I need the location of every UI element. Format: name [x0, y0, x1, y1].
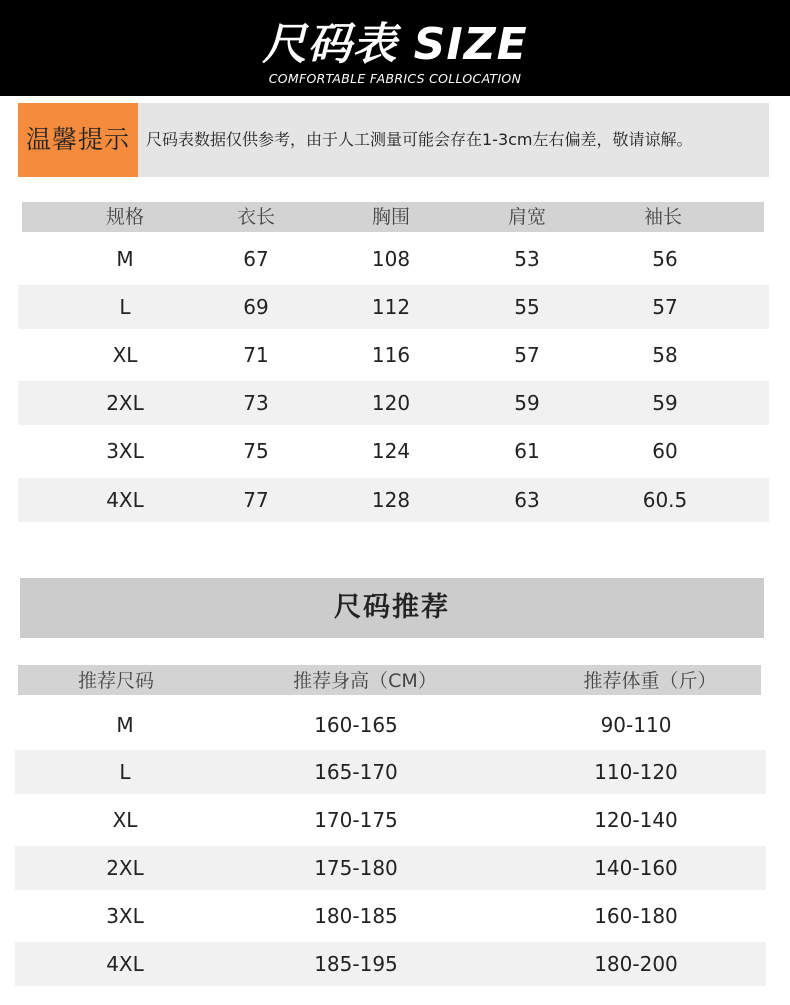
table-cell: 73 — [243, 391, 269, 415]
size-table-row — [18, 333, 769, 377]
table-cell: 71 — [243, 343, 269, 367]
table-cell: 3XL — [106, 904, 144, 928]
section-banner: 尺码推荐 — [20, 578, 764, 638]
table-cell: 185-195 — [314, 952, 398, 976]
table-cell: 67 — [243, 247, 269, 271]
recommend-table-row — [15, 798, 766, 842]
table-cell: 59 — [514, 391, 540, 415]
recommend-table-row — [15, 942, 766, 986]
size-table-row — [18, 429, 769, 473]
size-col-header: 肩宽 — [507, 206, 547, 228]
table-cell: 58 — [652, 343, 678, 367]
table-cell: 90-110 — [600, 713, 672, 737]
table-cell: 57 — [652, 295, 678, 319]
table-cell: 56 — [652, 247, 678, 271]
table-cell: M — [116, 247, 134, 271]
size-table-row — [18, 381, 769, 425]
size-table-row — [18, 285, 769, 329]
table-cell: XL — [112, 343, 138, 367]
table-cell: 170-175 — [314, 808, 398, 832]
table-cell: 128 — [371, 488, 411, 512]
size-col-header: 规格 — [105, 206, 145, 228]
table-cell: 112 — [371, 295, 411, 319]
table-cell: 3XL — [106, 439, 144, 463]
table-cell: 61 — [514, 439, 540, 463]
recommend-table-row — [15, 846, 766, 890]
table-cell: L — [119, 295, 131, 319]
notice-tag: 温馨提示 — [18, 103, 138, 177]
table-cell: L — [119, 760, 131, 784]
table-cell: 175-180 — [314, 856, 398, 880]
size-col-header: 衣长 — [236, 206, 276, 228]
page-header — [0, 0, 790, 96]
table-cell: 69 — [243, 295, 269, 319]
table-cell: 63 — [514, 488, 540, 512]
size-col-header: 胸围 — [371, 206, 411, 228]
table-cell: 160-180 — [594, 904, 678, 928]
notice-text: 尺码表数据仅供参考，由于人工测量可能会存在1-3cm左右偏差，敬请谅解。 — [146, 130, 693, 149]
size-table-header — [22, 202, 764, 232]
table-cell: 160-165 — [314, 713, 398, 737]
table-cell: 59 — [652, 391, 678, 415]
table-cell: 2XL — [106, 856, 144, 880]
table-cell: 165-170 — [314, 760, 398, 784]
table-cell: 108 — [371, 247, 411, 271]
table-cell: 140-160 — [594, 856, 678, 880]
recommend-col-header: 推荐身高（CM） — [293, 670, 437, 692]
table-cell: M — [116, 713, 134, 737]
page-subtitle: COMFORTABLE FABRICS COLLOCATION — [268, 71, 522, 86]
table-cell: 77 — [243, 488, 269, 512]
recommend-table-row — [15, 703, 766, 747]
table-cell: 124 — [371, 439, 411, 463]
page-title: 尺码表 SIZE — [262, 19, 528, 70]
recommend-table-row — [15, 750, 766, 794]
table-cell: 57 — [514, 343, 540, 367]
table-cell: 116 — [371, 343, 411, 367]
table-cell: 75 — [243, 439, 269, 463]
table-cell: 53 — [514, 247, 540, 271]
recommend-table-header — [18, 665, 761, 695]
table-cell: 120 — [371, 391, 411, 415]
table-cell: 55 — [514, 295, 540, 319]
recommend-table-row — [15, 894, 766, 938]
table-cell: 60.5 — [642, 488, 688, 512]
size-col-header: 袖长 — [643, 206, 683, 228]
table-cell: 4XL — [106, 488, 144, 512]
table-cell: 60 — [652, 439, 678, 463]
table-cell: 180-200 — [594, 952, 678, 976]
table-cell: 120-140 — [594, 808, 678, 832]
table-cell: 4XL — [106, 952, 144, 976]
table-cell: 110-120 — [594, 760, 678, 784]
recommend-col-header: 推荐体重（斤） — [583, 670, 717, 692]
table-cell: 180-185 — [314, 904, 398, 928]
size-table-row — [18, 237, 769, 281]
table-cell: 2XL — [106, 391, 144, 415]
notice-box — [18, 103, 769, 177]
table-cell: XL — [112, 808, 138, 832]
size-table-row — [18, 478, 769, 522]
recommend-col-header: 推荐尺码 — [77, 670, 155, 692]
